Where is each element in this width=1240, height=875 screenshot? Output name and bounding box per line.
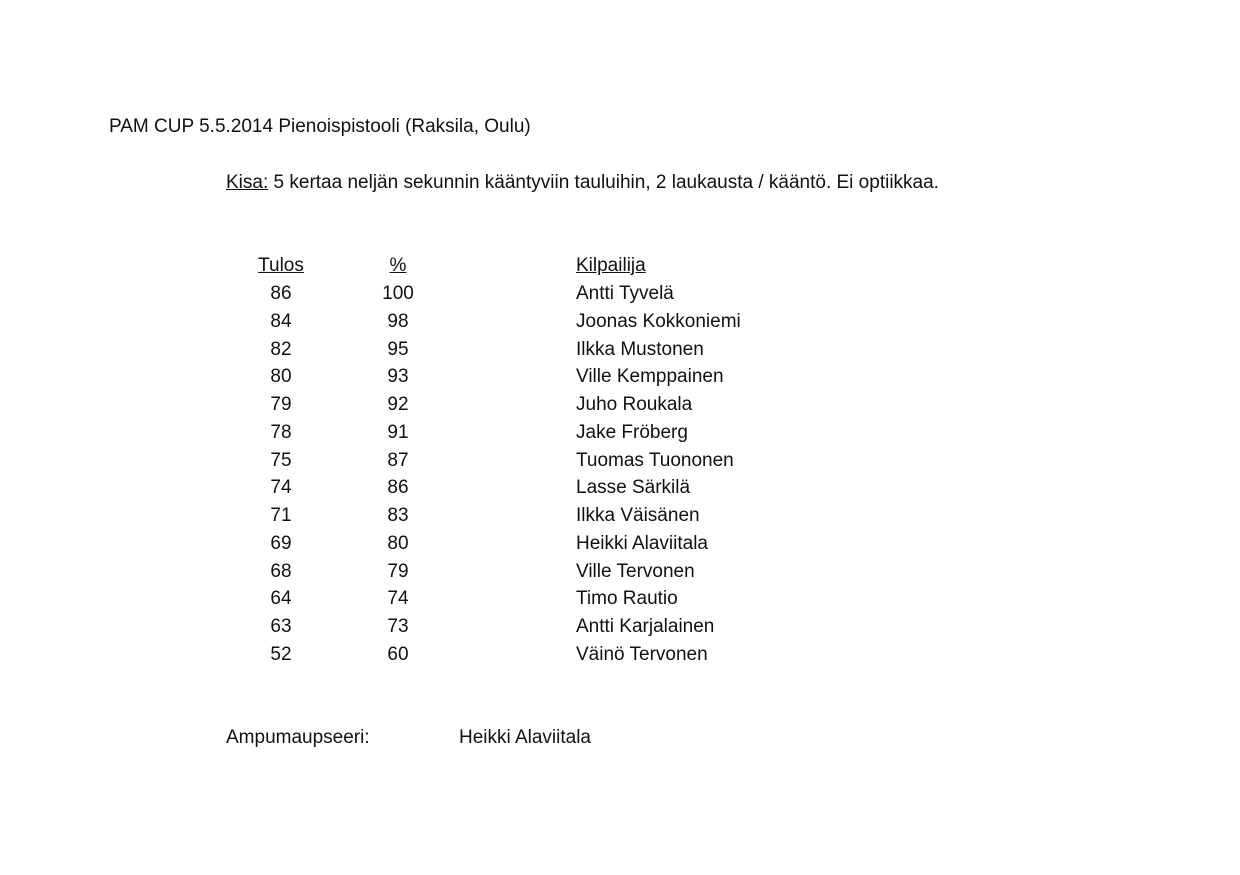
table-row <box>0 616 1240 644</box>
score-cell: 82 <box>270 338 292 360</box>
percent-cell: 80 <box>387 532 409 554</box>
competitor-cell: Ilkka Väisänen <box>576 505 700 526</box>
percent-cell: 83 <box>387 505 409 526</box>
table-row <box>0 366 1240 394</box>
percent-cell: 100 <box>382 283 414 304</box>
competitor-cell: Juho Roukala <box>576 394 693 415</box>
percent-cell: 91 <box>387 421 409 443</box>
table-row <box>0 644 1240 672</box>
percent-cell: 95 <box>387 338 409 360</box>
header-score: Tulos <box>258 255 304 276</box>
range-officer-name: Heikki Alaviitala <box>459 727 591 748</box>
table-row <box>0 588 1240 616</box>
score-cell: 64 <box>270 588 292 610</box>
percent-cell: 86 <box>387 477 409 499</box>
competitor-cell: Timo Rautio <box>576 588 678 610</box>
range-officer-label: Ampumaupseeri: <box>226 727 370 748</box>
table-row <box>0 477 1240 505</box>
header-percent: % <box>389 255 407 276</box>
competitor-cell: Antti Tyvelä <box>576 283 674 304</box>
score-cell: 71 <box>270 505 292 526</box>
competitor-cell: Ilkka Mustonen <box>576 338 704 360</box>
percent-cell: 92 <box>387 394 409 415</box>
table-row <box>0 422 1240 450</box>
competitor-cell: Jake Fröberg <box>576 421 688 443</box>
competitor-cell: Ville Tervonen <box>576 560 695 582</box>
percent-cell: 87 <box>387 449 409 471</box>
results-table <box>0 283 1240 672</box>
percent-cell: 74 <box>387 588 409 610</box>
score-cell: 79 <box>270 394 292 415</box>
percent-cell: 79 <box>387 560 409 582</box>
percent-cell: 60 <box>387 643 409 665</box>
table-row <box>0 311 1240 339</box>
table-row <box>0 505 1240 533</box>
table-row <box>0 561 1240 589</box>
table-row <box>0 283 1240 311</box>
header-competitor: Kilpailija <box>576 255 646 276</box>
table-row <box>0 450 1240 478</box>
competitor-cell: Heikki Alaviitala <box>576 532 708 554</box>
score-cell: 86 <box>270 283 292 304</box>
description-label: Kisa: <box>226 172 269 193</box>
table-row <box>0 339 1240 367</box>
competitor-cell: Lasse Särkilä <box>576 477 691 499</box>
table-row <box>0 394 1240 422</box>
competitor-cell: Tuomas Tuononen <box>576 449 734 471</box>
competitor-cell: Väinö Tervonen <box>576 643 708 665</box>
score-cell: 63 <box>270 616 292 637</box>
competitor-cell: Antti Karjalainen <box>576 616 715 637</box>
percent-cell: 73 <box>387 616 409 637</box>
percent-cell: 98 <box>387 310 409 332</box>
score-cell: 68 <box>270 560 292 582</box>
description-text: 5 kertaa neljän sekunnin kääntyviin tauluihin, 2 laukausta / kääntö. Ei optiikkaa. <box>268 172 939 193</box>
score-cell: 52 <box>270 643 292 665</box>
score-cell: 75 <box>270 449 292 471</box>
score-cell: 69 <box>270 532 292 554</box>
percent-cell: 93 <box>387 366 409 388</box>
score-cell: 84 <box>270 310 292 332</box>
competitor-cell: Joonas Kokkoniemi <box>576 310 741 332</box>
score-cell: 74 <box>270 477 292 499</box>
competition-description <box>226 172 939 194</box>
document-title: PAM CUP 5.5.2014 Pienoispistooli (Raksila, Oulu) <box>109 116 531 137</box>
score-cell: 78 <box>270 421 292 443</box>
table-row <box>0 533 1240 561</box>
competitor-cell: Ville Kemppainen <box>576 366 724 388</box>
score-cell: 80 <box>270 366 292 388</box>
